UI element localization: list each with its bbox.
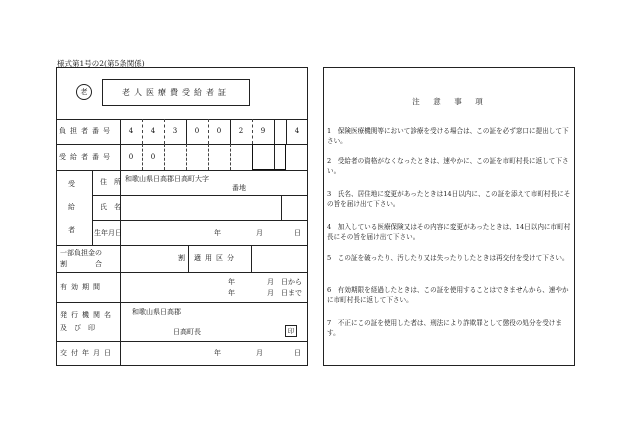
payer-digit: 4: [150, 127, 156, 135]
form-number: 様式第1号の2(第5条関係): [57, 59, 145, 68]
note-item: 5 この証を破ったり、汚したり又は失ったりしたときは再交付を受けて下さい。: [327, 254, 569, 262]
note-item: 4 加入している医療保険又はその内容に変更があったときは、14日以内に市町村長にその旨を届け出て下さい。: [327, 223, 571, 241]
notes-heading: 注 意 事 項: [412, 97, 486, 106]
period-to-year: 年: [228, 289, 235, 297]
payer-number-label: 負担者番号: [59, 127, 114, 135]
copay-label-2: 割 合: [60, 260, 102, 268]
recipient-number-label: 受給者番号: [59, 153, 114, 161]
period-to-day: 日まで: [281, 289, 302, 297]
payer-digit: 9: [260, 127, 266, 135]
period-from-month: 月: [267, 278, 274, 286]
issue-month: 月: [256, 349, 263, 357]
ratio-unit: 割: [178, 254, 185, 262]
period-from-year: 年: [228, 278, 235, 286]
recipient-digit: 0: [150, 153, 156, 161]
birth-year: 年: [214, 229, 221, 237]
period-label: 有効期間: [60, 283, 104, 291]
name-label: 氏 名: [100, 203, 121, 211]
note-item: 7 不正にこの証を使用した者は、刑法により詐欺罪として懲役の処分を受けます。: [327, 319, 562, 337]
seal-stamp: 印: [285, 325, 297, 337]
address-label: 住 所: [100, 178, 121, 186]
period-from-day: 日から: [281, 278, 302, 286]
payer-digit: 0: [194, 127, 200, 135]
issuer-label-2: 及 び 印: [60, 324, 95, 332]
address-line2: 番地: [232, 184, 246, 192]
issue-day: 日: [294, 349, 301, 357]
address-line1: 和歌山県日高郡日高町大字: [125, 175, 209, 183]
issuer-town: 日高町長: [173, 328, 201, 336]
payer-digit: 2: [238, 127, 244, 135]
card-title: 老人医療費受給者証: [122, 88, 230, 97]
recipient-group-label-3: 者: [68, 226, 75, 234]
issuer-prefecture: 和歌山県日高郡: [132, 308, 181, 316]
period-to-month: 月: [267, 289, 274, 297]
issue-year: 年: [214, 349, 221, 357]
payer-digit: 4: [294, 127, 300, 135]
copay-label-1: 一部負担金の: [60, 249, 102, 257]
recipient-group-label-2: 給: [68, 203, 75, 211]
payer-digit: 4: [128, 127, 134, 135]
applied-category-label: 適用区分: [194, 254, 238, 262]
note-item: 6 有効期限を経過したときは、この証を使用することはできませんから、速やかに市町村長に返して下さい。: [327, 286, 569, 304]
payer-digit: 3: [172, 127, 178, 135]
issue-date-label: 交付年月日: [60, 349, 115, 357]
recipient-digit: 0: [128, 153, 134, 161]
note-item: 2 受給者の資格がなくなったときは、速やかに、この証を市町村長に返して下さい。: [327, 157, 569, 175]
badge: 老: [76, 84, 92, 100]
birth-month: 月: [256, 229, 263, 237]
birth-label: 生年月日: [94, 229, 122, 237]
recipient-group-label-1: 受: [68, 180, 75, 188]
birth-day: 日: [294, 229, 301, 237]
issuer-label-1: 発行機関名: [60, 311, 115, 319]
note-item: 3 氏名、居住地に変更があったときは14日以内に、この証を添えて市町村長にその旨を届け出て下さい。: [327, 190, 571, 208]
note-item: 1 保険医療機関等において診療を受ける場合は、この証を必ず窓口に提出して下さい。: [327, 127, 569, 145]
payer-digit: 0: [216, 127, 222, 135]
